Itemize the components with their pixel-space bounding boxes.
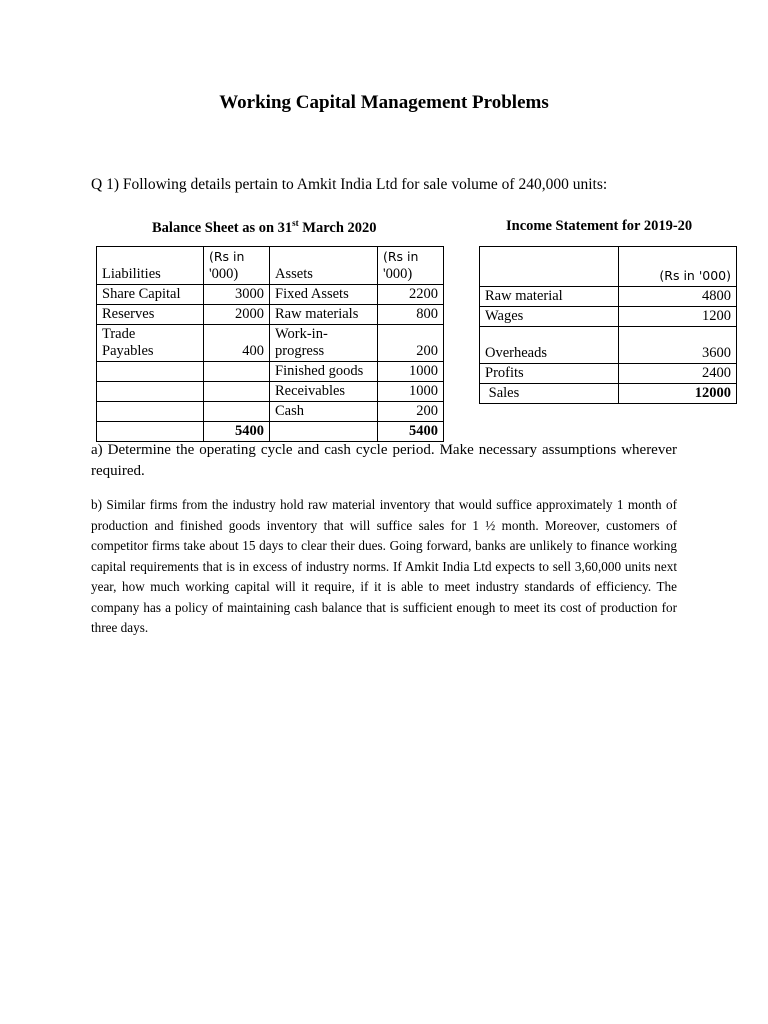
income-statement-caption: Income Statement for 2019-20 bbox=[506, 218, 693, 234]
income-statement-table bbox=[479, 246, 737, 404]
asset-amount: 800 bbox=[378, 305, 444, 325]
table-header-row bbox=[97, 247, 444, 285]
liability-amount: 400 bbox=[204, 325, 270, 362]
asset-name: Cash bbox=[270, 402, 378, 422]
table-row bbox=[480, 307, 737, 327]
liability-amount bbox=[204, 362, 270, 382]
liability-name: Reserves bbox=[97, 305, 204, 325]
liability-name: Share Capital bbox=[97, 285, 204, 305]
liability-amount: 3000 bbox=[204, 285, 270, 305]
asset-name bbox=[270, 325, 378, 362]
table-row bbox=[97, 285, 444, 305]
asset-name: Finished goods bbox=[270, 362, 378, 382]
balance-sheet-caption-sup: st bbox=[292, 218, 299, 228]
unit-line: '000) bbox=[209, 266, 239, 282]
table-row bbox=[97, 382, 444, 402]
item-amount: 2400 bbox=[619, 364, 737, 384]
liability-name bbox=[97, 382, 204, 402]
unit-label: (Rs in '000) bbox=[659, 268, 731, 283]
item-name: Wages bbox=[480, 307, 619, 327]
item-amount: 12000 bbox=[619, 384, 737, 404]
question-1-intro: Q 1) Following details pertain to Amkit India Ltd for sale volume of 240,000 units: bbox=[91, 176, 608, 193]
header-liabilities: Liabilities bbox=[97, 247, 204, 285]
balance-sheet-caption-end: March 2020 bbox=[298, 219, 377, 236]
liability-name bbox=[97, 362, 204, 382]
table-row bbox=[480, 384, 737, 404]
question-b: b) Similar firms from the industry hold raw material inventory that would suffice approximately 1 month of production and finished goods inventory that will suffice sales for 1 ½ month. Moreover, customers of competitor firms take about 15 days to clear their dues. Going forward, banks are unlikely to finance working capital requirements that is in excess of industry norms. If Amkit India Ltd expects to sell 3,60,000 units next year, how much working capital will it require, if it is able to meet industry standards of efficiency. The company has a policy of maintaining cash balance that is sufficient enough to meet its cost of production for three days. bbox=[91, 497, 677, 635]
liability-amount: 2000 bbox=[204, 305, 270, 325]
asset-amount: 1000 bbox=[378, 362, 444, 382]
total-liabilities: 5400 bbox=[204, 422, 270, 442]
asset-amount: 1000 bbox=[378, 382, 444, 402]
table-row bbox=[480, 287, 737, 307]
asset-amount: 2200 bbox=[378, 285, 444, 305]
unit-line: (Rs in bbox=[209, 249, 245, 264]
asset-name-line: progress bbox=[275, 343, 325, 359]
liability-amount bbox=[204, 402, 270, 422]
asset-name: Receivables bbox=[270, 382, 378, 402]
asset-name-line: Work-in- bbox=[275, 326, 328, 342]
asset-name: Fixed Assets bbox=[270, 285, 378, 305]
liability-name bbox=[97, 402, 204, 422]
total-liabilities-label bbox=[97, 422, 204, 442]
header-unit bbox=[619, 247, 737, 287]
table-row bbox=[97, 362, 444, 382]
unit-line: '000) bbox=[383, 266, 413, 282]
item-name: Raw material bbox=[480, 287, 619, 307]
item-name: Profits bbox=[480, 364, 619, 384]
total-assets-label bbox=[270, 422, 378, 442]
item-name: Sales bbox=[480, 384, 619, 404]
asset-amount: 200 bbox=[378, 325, 444, 362]
unit-line: (Rs in bbox=[383, 249, 419, 264]
table-row bbox=[97, 402, 444, 422]
asset-name: Raw materials bbox=[270, 305, 378, 325]
liability-name-line: Trade bbox=[102, 326, 136, 342]
table-total-row bbox=[97, 422, 444, 442]
table-row bbox=[480, 327, 737, 364]
liability-name bbox=[97, 325, 204, 362]
balance-sheet-table bbox=[96, 246, 444, 442]
table-header-row bbox=[480, 247, 737, 287]
liability-name-line: Payables bbox=[102, 343, 154, 359]
item-name: Overheads bbox=[480, 327, 619, 364]
page-title: Working Capital Management Problems bbox=[219, 92, 549, 113]
item-amount: 4800 bbox=[619, 287, 737, 307]
header-item bbox=[480, 247, 619, 287]
balance-sheet-caption bbox=[152, 218, 377, 237]
question-a: a) Determine the operating cycle and cash cycle period. Make necessary assumptions wherever required. bbox=[91, 442, 677, 479]
item-amount: 1200 bbox=[619, 307, 737, 327]
table-row bbox=[97, 305, 444, 325]
header-unit-liabilities bbox=[204, 247, 270, 285]
item-amount: 3600 bbox=[619, 327, 737, 364]
header-unit-assets bbox=[378, 247, 444, 285]
total-assets: 5400 bbox=[378, 422, 444, 442]
balance-sheet-caption-start: Balance Sheet as on 31 bbox=[152, 219, 293, 236]
header-assets: Assets bbox=[270, 247, 378, 285]
asset-amount: 200 bbox=[378, 402, 444, 422]
liability-amount bbox=[204, 382, 270, 402]
table-row bbox=[480, 364, 737, 384]
table-row bbox=[97, 325, 444, 362]
